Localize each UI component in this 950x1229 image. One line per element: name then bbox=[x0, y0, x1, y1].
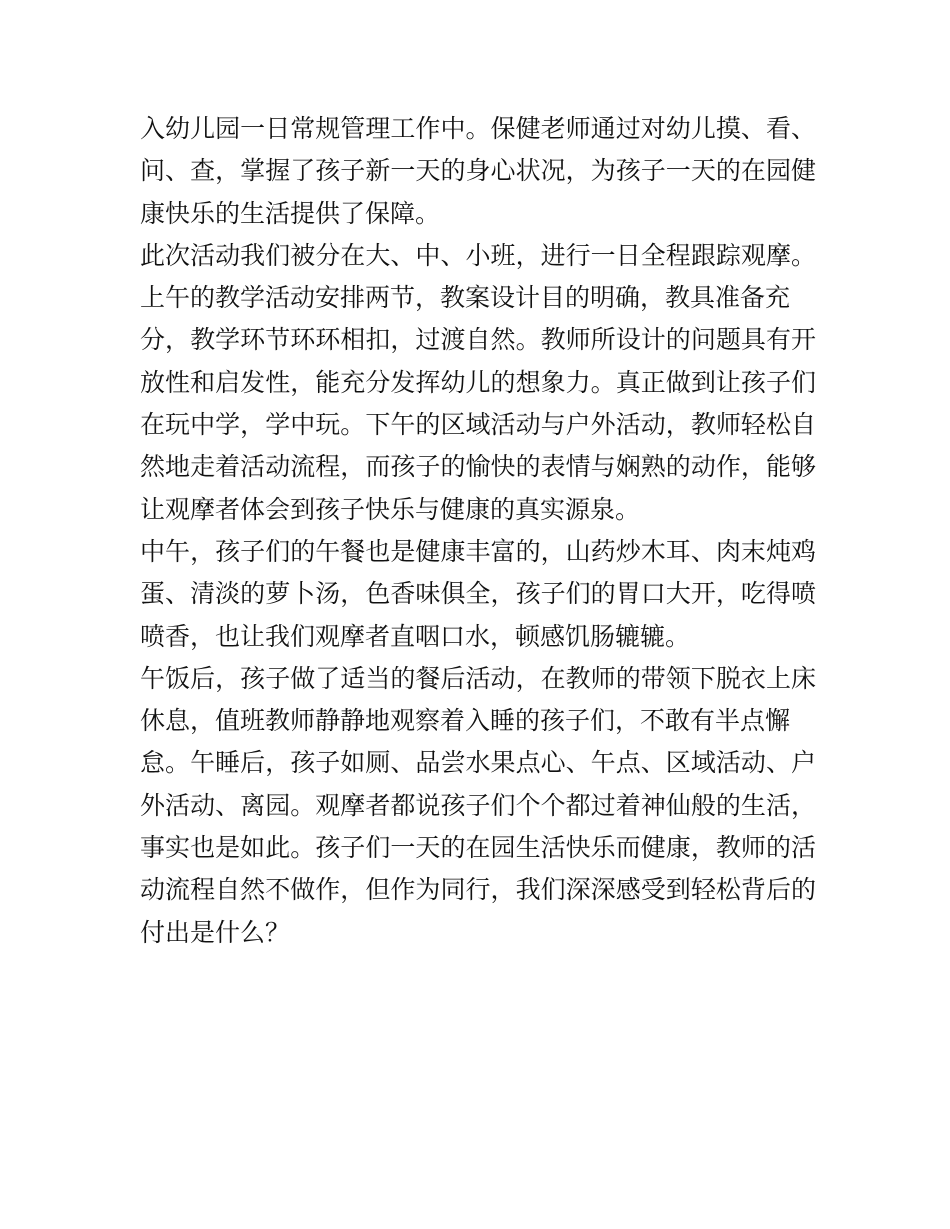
text-line: 午饭后，孩子做了适当的餐后活动，在教师的带领下脱衣上床 bbox=[140, 663, 816, 693]
document-body bbox=[140, 108, 816, 954]
paragraph-2 bbox=[140, 235, 816, 531]
text-line: 问、查，掌握了孩子新一天的身心状况，为孩子一天的在园健 bbox=[140, 156, 816, 186]
text-line: 分，教学环节环环相扣，过渡自然。教师所设计的问题具有开 bbox=[140, 325, 816, 355]
text-line: 让观摩者体会到孩子快乐与健康的真实源泉。 bbox=[140, 494, 641, 524]
text-line: 喷香，也让我们观摩者直咽口水，顿感饥肠辘辘。 bbox=[140, 621, 691, 651]
paragraph-3 bbox=[140, 531, 816, 658]
paragraph-1 bbox=[140, 108, 816, 235]
text-line: 休息，值班教师静静地观察着入睡的孩子们，不敢有半点懈 bbox=[140, 706, 791, 736]
text-line: 中午，孩子们的午餐也是健康丰富的，山药炒木耳、肉末炖鸡 bbox=[140, 536, 816, 566]
text-line: 付出是什么？ bbox=[140, 917, 291, 947]
text-line: 此次活动我们被分在大、中、小班，进行一日全程跟踪观摩。 bbox=[140, 240, 816, 270]
text-line: 外活动、离园。观摩者都说孩子们个个都过着神仙般的生活， bbox=[140, 790, 816, 820]
text-line: 怠。午睡后，孩子如厕、品尝水果点心、午点、区域活动、户 bbox=[140, 748, 816, 778]
text-line: 蛋、清淡的萝卜汤，色香味俱全，孩子们的胃口大开，吃得喷 bbox=[140, 579, 816, 609]
paragraph-4 bbox=[140, 658, 816, 954]
text-line: 然地走着活动流程，而孩子的愉快的表情与娴熟的动作，能够 bbox=[140, 452, 816, 482]
text-line: 上午的教学活动安排两节，教案设计目的明确，教具准备充 bbox=[140, 283, 791, 313]
text-line: 动流程自然不做作，但作为同行，我们深深感受到轻松背后的 bbox=[140, 875, 816, 905]
text-line: 放性和启发性，能充分发挥幼儿的想象力。真正做到让孩子们 bbox=[140, 367, 816, 397]
text-line: 事实也是如此。孩子们一天的在园生活快乐而健康，教师的活 bbox=[140, 833, 816, 863]
text-line: 康快乐的生活提供了保障。 bbox=[140, 198, 441, 228]
text-line: 在玩中学，学中玩。下午的区域活动与户外活动，教师轻松自 bbox=[140, 410, 816, 440]
text-line: 入幼儿园一日常规管理工作中。保健老师通过对幼儿摸、看、 bbox=[140, 114, 816, 143]
